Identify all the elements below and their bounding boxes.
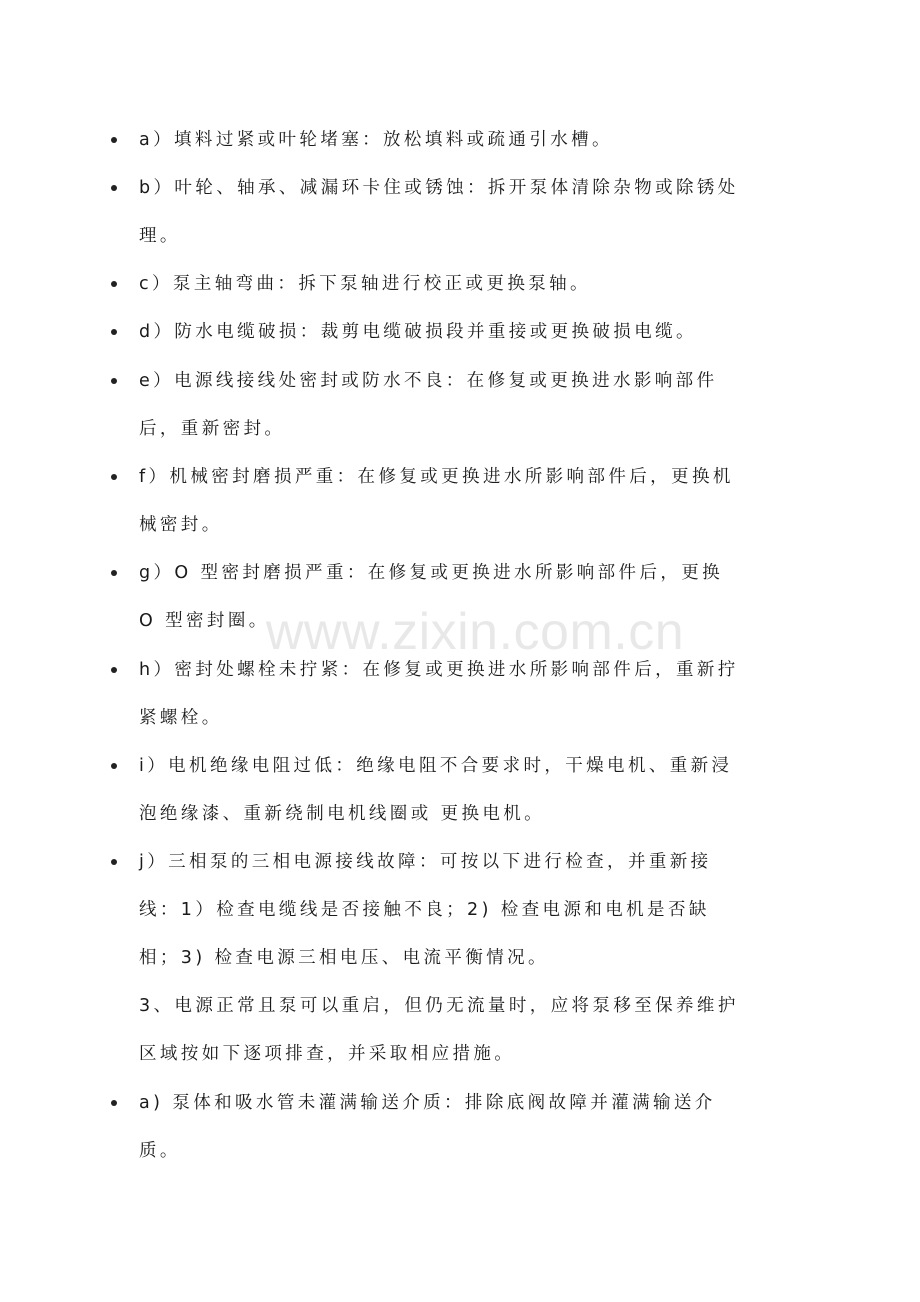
bullet-marker [111, 859, 117, 865]
bullet-marker [111, 763, 117, 769]
bullet-marker [111, 474, 117, 480]
list-item-line: 质。 [139, 1141, 181, 1161]
paragraph-line: 3、电源正常且泵可以重启，但仍无流量时，应将泵移至保养维护 [139, 996, 739, 1016]
list-item-line: a) 泵体和吸水管未灌满输送介质：排除底阀故障并灌满输送介 [139, 1093, 716, 1113]
bullet-marker [111, 378, 117, 384]
bullet-marker [111, 281, 117, 287]
list-item-line: c）泵主轴弯曲：拆下泵轴进行校正或更换泵轴。 [139, 274, 591, 294]
list-item-line: 泡绝缘漆、重新绕制电机线圈或 更换电机。 [139, 804, 546, 824]
list-item-line: 后，重新密封。 [139, 419, 286, 439]
list-item-line: f）机械密封磨损严重：在修复或更换进水所影响部件后，更换机 [139, 467, 734, 487]
list-item-line: 相；3) 检查电源三相电压、电流平衡情况。 [139, 948, 549, 968]
list-item-line: 线：1）检查电缆线是否接触不良；2) 检查电源和电机是否缺 [139, 900, 710, 920]
list-item-line: 械密封。 [139, 515, 223, 535]
list-item-line: d）防水电缆破损：裁剪电缆破损段并重接或更换破损电缆。 [139, 322, 697, 342]
bullet-marker [111, 185, 117, 191]
list-item-line: 理。 [139, 226, 181, 246]
watermark: www.zixin.com.cn [265, 603, 685, 661]
list-item-line: j）三相泵的三相电源接线故障：可按以下进行检查，并重新接 [139, 852, 712, 872]
bullet-marker [111, 570, 117, 576]
bullet-marker [111, 329, 117, 335]
list-item-line: e）电源线接线处密封或防水不良：在修复或更换进水影响部件 [139, 371, 718, 391]
list-item-line: h）密封处螺栓未拧紧：在修复或更换进水所影响部件后，重新拧 [139, 660, 739, 680]
bullet-marker [111, 137, 117, 143]
bullet-marker [111, 1100, 117, 1106]
list-item-line: b）叶轮、轴承、减漏环卡住或锈蚀：拆开泵体清除杂物或除锈处 [139, 178, 739, 198]
list-item-line: 紧螺栓。 [139, 708, 223, 728]
list-item-line: O 型密封圈。 [139, 611, 270, 631]
paragraph-line: 区域按如下逐项排查，并采取相应措施。 [139, 1044, 516, 1064]
list-item-line: a）填料过紧或叶轮堵塞：放松填料或疏通引水槽。 [139, 130, 613, 150]
list-item-line: g）O 型密封磨损严重：在修复或更换进水所影响部件后，更换 [139, 563, 724, 583]
list-item-line: i）电机绝缘电阻过低：绝缘电阻不合要求时，干燥电机、重新浸 [139, 756, 733, 776]
bullet-marker [111, 667, 117, 673]
